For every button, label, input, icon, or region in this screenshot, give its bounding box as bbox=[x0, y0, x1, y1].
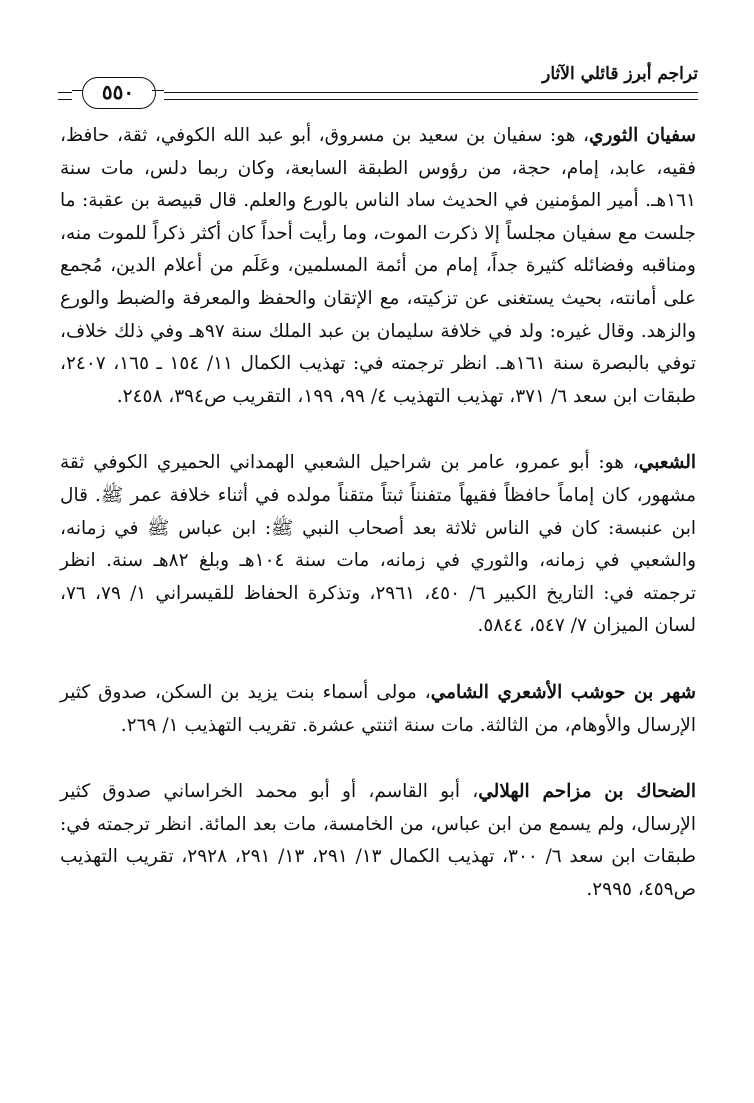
running-header-title: تراجم أبرز قائلي الآثار bbox=[542, 64, 698, 84]
entry-name: سفيان الثوري bbox=[588, 125, 696, 146]
entry-text: ، أبو القاسم، أو أبو محمد الخراساني صدوق كثير الإرسال، ولم يسمع من ابن عباس، من الخامسة، مات بعد المائة. انظر ترجمته في: طبقات ابن سعد ٦/ ٣٠٠، تهذيب الكمال ١٣/ ٢٩١، ١٣/ ٢٩١، ٢٩٢٨، تقريب التهذيب ص٤٥٩، ٢٩٩٥. bbox=[60, 781, 696, 900]
running-header bbox=[58, 58, 698, 118]
biography-entry bbox=[60, 447, 696, 643]
body-text bbox=[60, 120, 696, 940]
badge-right-dash bbox=[152, 90, 164, 91]
page-number: ٥٥٠ bbox=[101, 80, 135, 104]
entry-name: شهر بن حوشب الأشعري الشامي bbox=[430, 681, 696, 703]
entry-name: الضحاك بن مزاحم الهلالي bbox=[478, 781, 696, 803]
page-number-badge bbox=[72, 75, 164, 109]
entry-text: ، مولى أسماء بنت يزيد بن السكن، صدوق كثير الإرسال والأوهام، من الثالثة. مات سنة اثنتي عشرة. تقريب التهذيب ١/ ٢٦٩. bbox=[60, 681, 696, 736]
biography-entry bbox=[60, 776, 696, 906]
entry-text: ، هو: سفيان بن سعيد بن مسروق، أبو عبد الله الكوفي، ثقة، حافظ، فقيه، عابد، إمام، حجة، من رؤوس الطبقة السابعة، وكان ربما دلس، مات سنة ١٦١هـ. أمير المؤمنين في الحديث ساد الناس بالورع والعلم. قال قبيصة بن عقبة: ما جلست مع سفيان مجلساً إلا ذكرت الموت، وما رأيت أحداً كان أكثر ذكراً للموت منه، ومناقبه وفضائله كثيرة جداً، إمام من أئمة المسلمين، وعَلَم من أعلام الدين، مُجمع على أمانته، بحيث يستغنى عن تزكيته، مع الإتقان والحفظ والمعرفة والضبط والورع والزهد. وقال غيره: ولد في خلافة سليمان بن عبد الملك سنة ٩٧هـ وفي ذلك خلاف، توفي بالبصرة سنة ١٦١هـ. انظر ترجمته في: تهذيب الكمال ١١/ ١٥٤ ـ ١٦٥، ٢٤٠٧، طبقات ابن سعد ٦/ ٣٧١، تهذيب التهذيب ٤/ ٩٩، ١٩٩، التقريب ص٣٩٤، ٢٤٥٨. bbox=[60, 125, 697, 407]
biography-entry bbox=[60, 677, 696, 742]
biography-entry bbox=[60, 120, 696, 413]
entry-name: الشعبي bbox=[638, 452, 696, 474]
entry-text: ، هو: أبو عمرو، عامر بن شراحيل الشعبي الهمداني الحميري الكوفي ثقة مشهور، كان إماماً حافظاً فقيهاً متفنناً ثبتاً متقناً مولده في أثناء خلافة عمر ﷺ. قال ابن عنبسة: كان في الناس ثلاثة بعد أصحاب النبي ﷺ: ابن عباس ﷺ في زمانه، والشعبي في زمانه، والثوري في زمانه، مات سنة ١٠٤هـ وبلغ ٨٢هـ سنة. انظر ترجمته في: التاريخ الكبير ٦/ ٤٥٠، ٢٩٦١، وتذكرة الحفاظ للقيسراني ١/ ٧٩، ٧٦، لسان الميزان ٧/ ٥٤٧، ٥٨٤٤. bbox=[60, 452, 696, 637]
